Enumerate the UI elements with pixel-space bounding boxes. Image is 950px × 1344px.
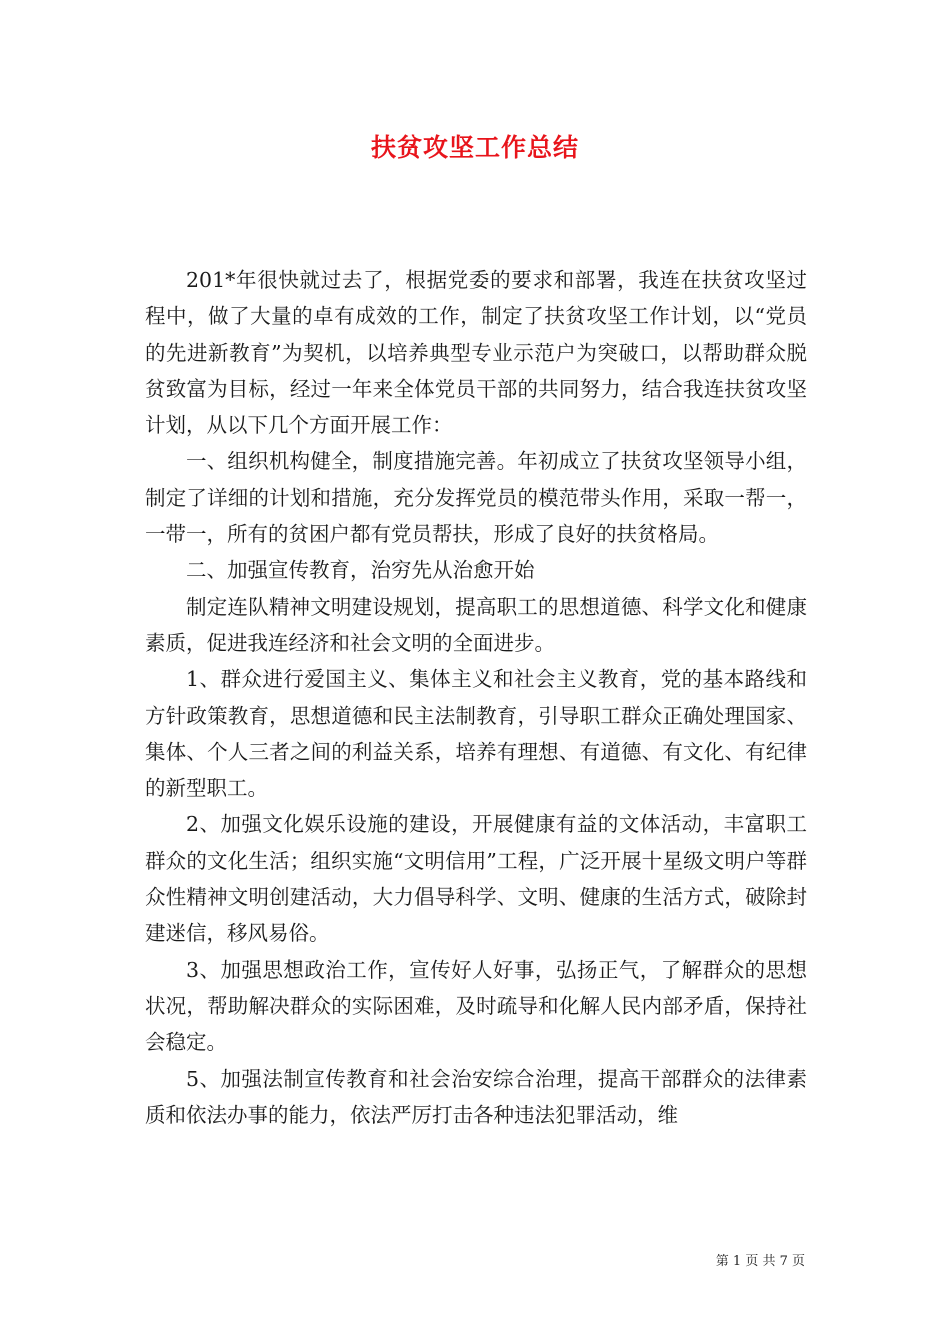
- paragraph-section-2-body: 制定连队精神文明建设规划，提高职工的思想道德、科学文化和健康素质，促进我连经济和社会文明的全面进步。: [145, 594, 807, 655]
- document-title: 扶贫攻坚工作总结: [370, 133, 579, 162]
- paragraph-item-1: 1、群众进行爱国主义、集体主义和社会主义教育，党的基本路线和方针政策教育，思想道德和民主法制教育，引导职工群众正确处理国家、集体、个人三者之间的利益关系，培养有理想、有道德、有文化、有纪律的新型职工。: [145, 667, 807, 801]
- paragraph-item-3: 3、加强思想政治工作，宣传好人好事，弘扬正气，了解群众的思想状况，帮助解决群众的实际困难，及时疏导和化解人民内部矛盾，保持社会稳定。: [145, 957, 807, 1055]
- paragraph-section-1: 一、组织机构健全，制度措施完善。年初成立了扶贫攻坚领导小组，制定了详细的计划和措施，充分发挥党员的模范带头作用，采取一帮一，一带一，所有的贫困户都有党员帮扶，形成了良好的扶贫格局。: [145, 449, 807, 547]
- paragraph-item-2: 2、加强文化娱乐设施的建设，开展健康有益的文体活动，丰富职工群众的文化生活；组织实施“文明信用”工程，广泛开展十星级文明户等群众性精神文明创建活动，大力倡导科学、文明、健康的生活方式，破除封建迷信，移风易俗。: [145, 812, 807, 946]
- paragraph-intro: 201*年很快就过去了，根据党委的要求和部署，我连在扶贫攻坚过程中，做了大量的卓有成效的工作，制定了扶贫攻坚工作计划，以“党员的先进新教育”为契机，以培养典型专业示范户为突破口，以帮助群众脱贫致富为目标，经过一年来全体党员干部的共同努力，结合我连扶贫攻坚计划，从以下几个方面开展工作：: [145, 268, 807, 438]
- page-number: 第 1 页 共 7 页: [715, 1254, 805, 1269]
- paragraph-section-2-heading: 二、加强宣传教育，治穷先从治愈开始: [186, 558, 535, 583]
- paragraph-item-5: 5、加强法制宣传教育和社会治安综合治理，提高干部群众的法律素质和依法办事的能力，依法严厉打击各种违法犯罪活动，维: [145, 1066, 807, 1127]
- document-body: [145, 262, 807, 1133]
